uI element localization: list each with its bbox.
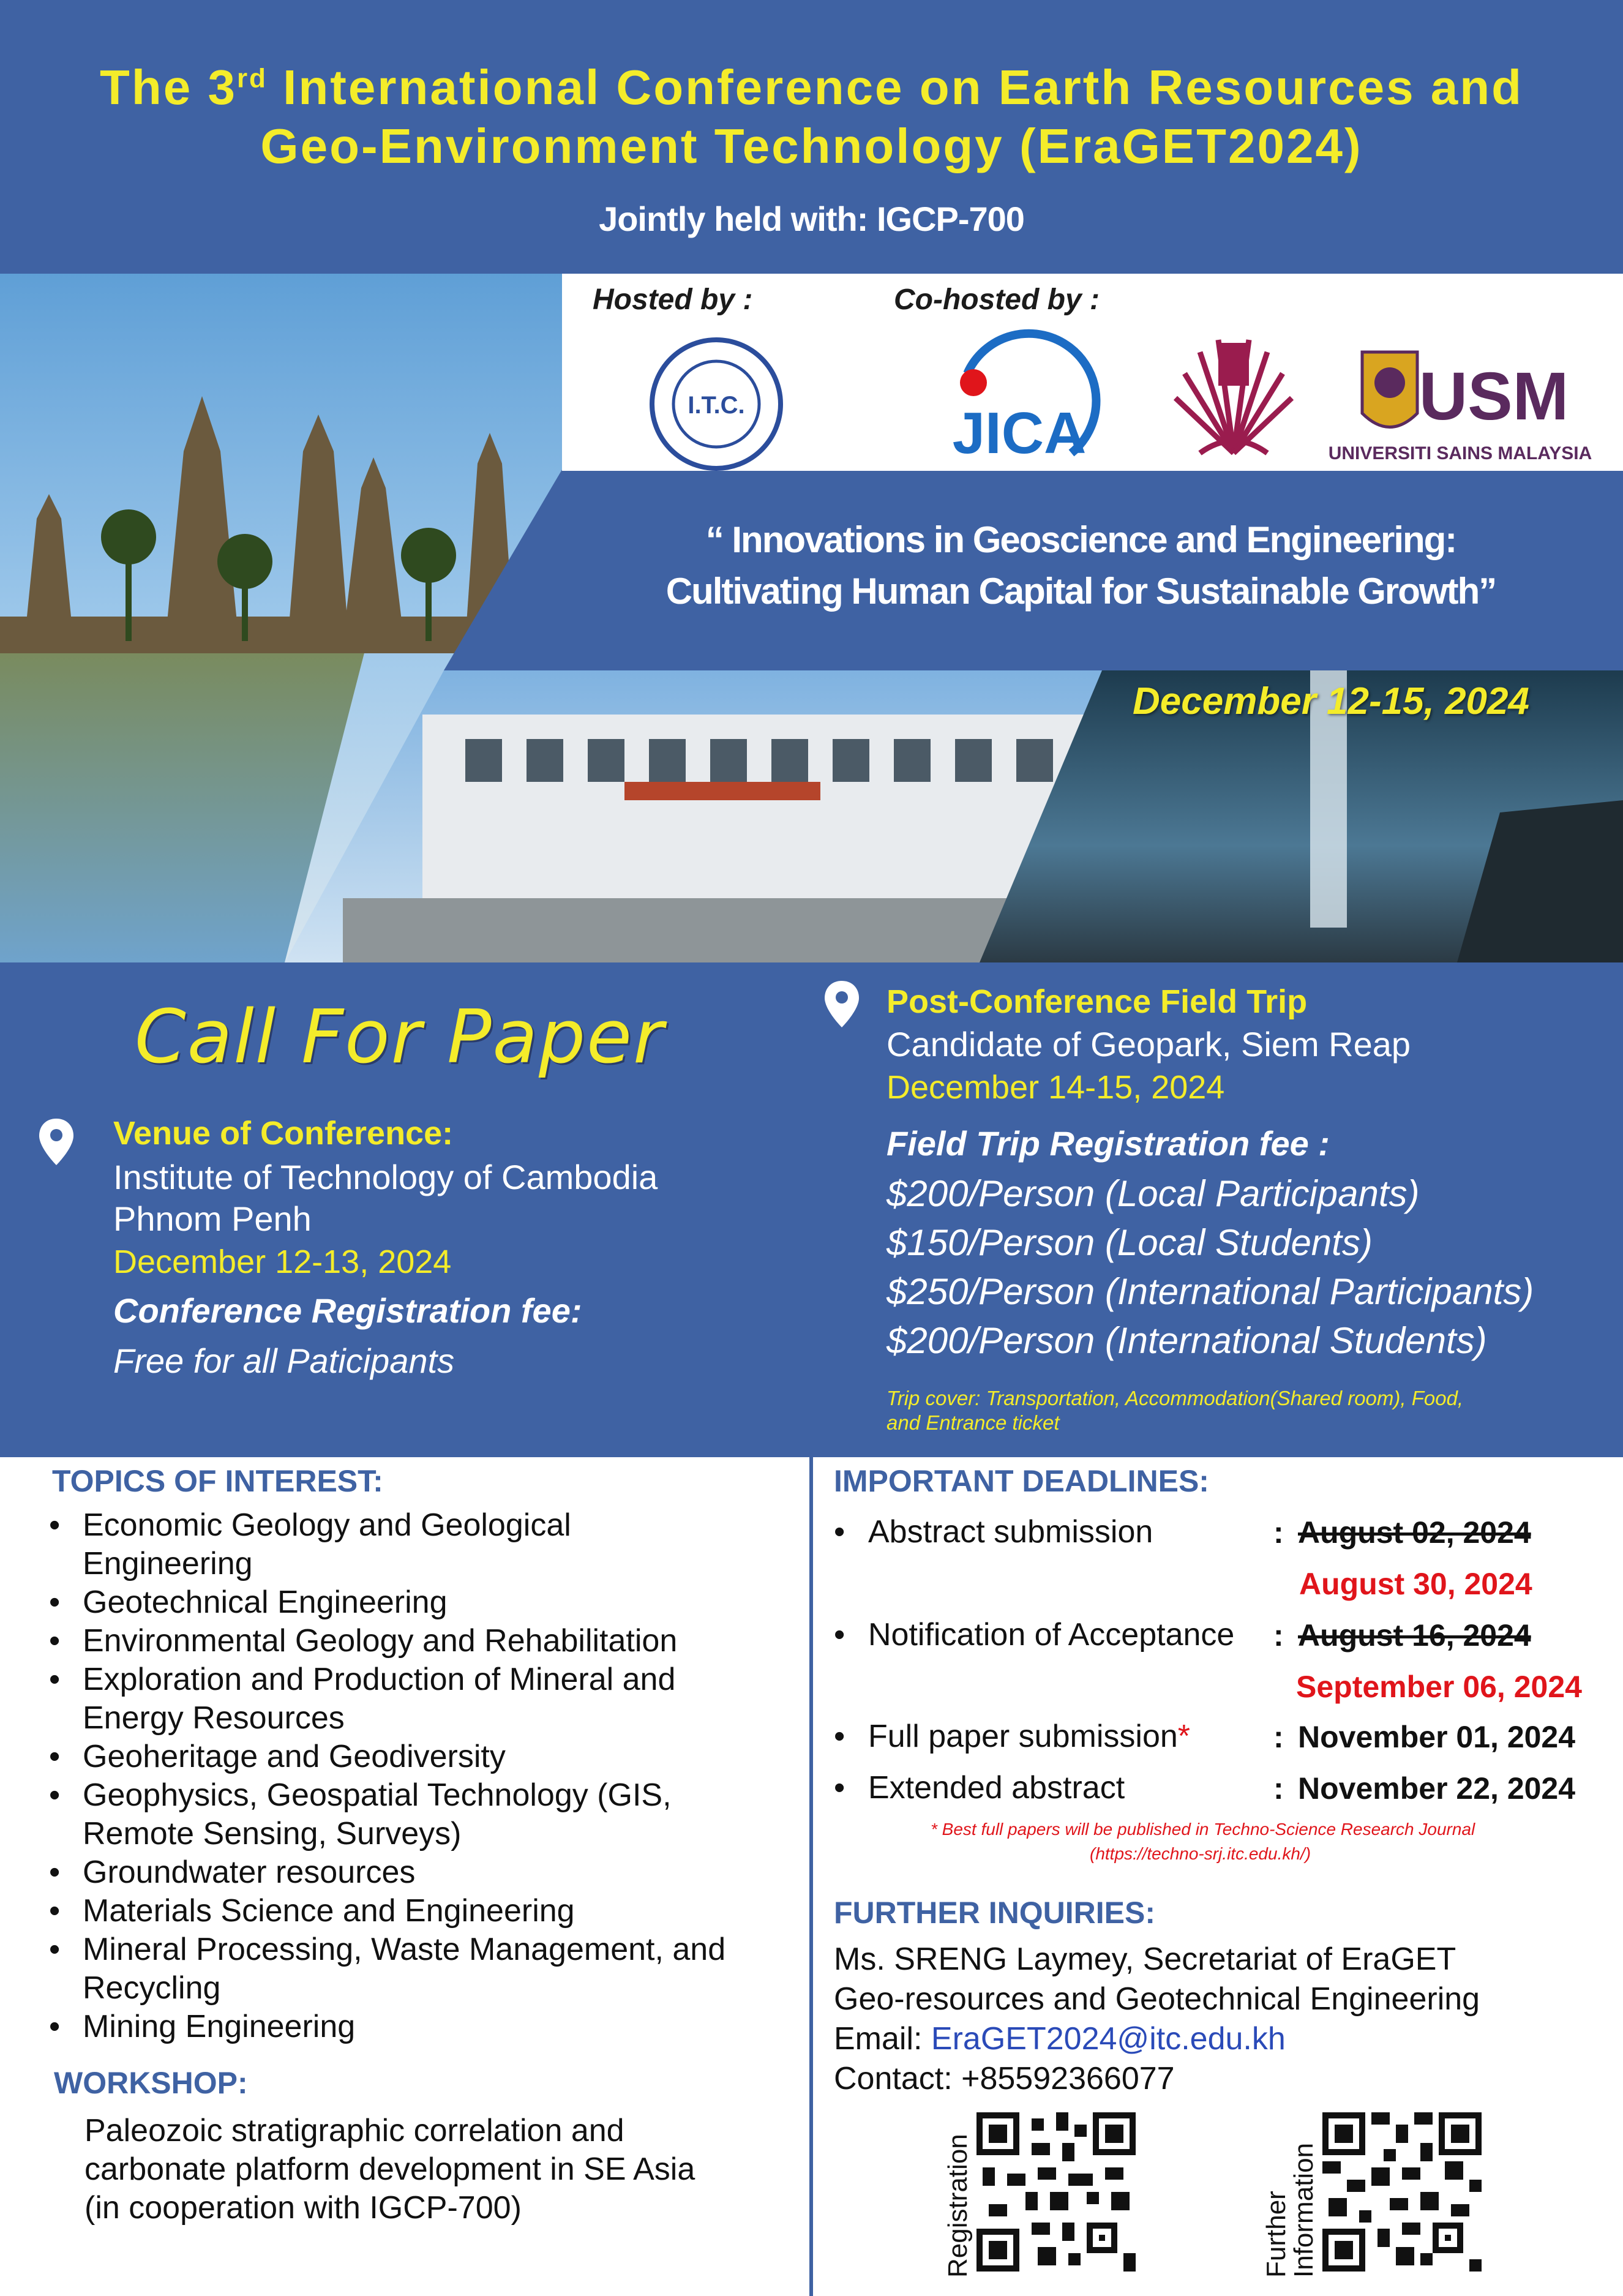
deadlines-heading: IMPORTANT DEADLINES: <box>834 1464 1209 1498</box>
workshop-line1: Paleozoic stratigraphic correlation and <box>84 2113 624 2148</box>
abstract-label: Abstract submission <box>868 1514 1153 1550</box>
usm-logo <box>1328 334 1592 468</box>
further-info-qr-label2: Information <box>1289 2142 1319 2278</box>
field-trip-fee: $250/Person (International Participants) <box>886 1271 1534 1312</box>
inquiries-contact: Contact: +85592366077 <box>834 2061 1175 2096</box>
list-item: • Geotechnical Engineering <box>49 1583 802 1622</box>
topics-heading: TOPICS OF INTEREST: <box>52 1464 383 1498</box>
inquiries-line2: Geo-resources and Geotechnical Engineering <box>834 1981 1480 2017</box>
deadline-bullet: • <box>834 1770 845 1806</box>
list-item: • Materials Science and Engineering <box>49 1892 802 1930</box>
notification-new-date: September 06, 2024 <box>1296 1670 1582 1704</box>
field-trip-fee-heading: Field Trip Registration fee : <box>886 1124 1330 1163</box>
workshop-heading: WORKSHOP: <box>54 2066 248 2100</box>
field-trip-fee: $150/Person (Local Students) <box>886 1222 1373 1263</box>
list-item: • Economic Geology and Geological Engineering <box>49 1506 802 1583</box>
conference-title <box>0 58 1623 176</box>
registration-qr-label: Registration <box>943 2134 973 2278</box>
list-item: • Mineral Processing, Waste Management, and Recycling <box>49 1930 802 2008</box>
building-sign <box>624 782 820 800</box>
call-for-paper: Call For Paper <box>135 995 665 1080</box>
itc-logo-text: I.T.C. <box>688 392 745 419</box>
title-prefix: The 3 <box>99 60 237 114</box>
inquiries-email: Email: EraGET2024@itc.edu.kh <box>834 2021 1286 2057</box>
topics-list <box>49 1506 802 2046</box>
field-trip-date: December 14-15, 2024 <box>886 1069 1225 1106</box>
building <box>422 715 1102 898</box>
trip-cover-line2: and Entrance ticket <box>886 1411 1060 1434</box>
usm-name: UNIVERSITI SAINS MALAYSIA <box>1328 443 1592 463</box>
university-crest-logo <box>1163 325 1304 471</box>
list-item: • Groundwater resources <box>49 1853 802 1892</box>
usm-logo-text: USM <box>1419 359 1569 434</box>
list-item: • Mining Engineering <box>49 2008 802 2046</box>
deadline-bullet: • <box>834 1719 845 1754</box>
venue-heading: Venue of Conference: <box>113 1115 454 1152</box>
title-line2: Geo-Environment Technology (EraGET2024) <box>260 119 1363 173</box>
deadline-colon: : <box>1273 1515 1284 1550</box>
theme-line1: “ Innovations in Geoscience and Engineering: <box>705 519 1456 560</box>
conference-theme <box>539 514 1623 617</box>
abstract-old-date: August 02, 2024 <box>1298 1515 1531 1550</box>
further-info-qr-label1: Further <box>1261 2191 1291 2278</box>
location-pin-icon <box>823 980 860 1029</box>
conference-fee-heading: Conference Registration fee: <box>113 1291 582 1330</box>
further-info-qr-code[interactable] <box>1322 2112 1482 2272</box>
field-trip-fee: $200/Person (International Students) <box>886 1320 1487 1361</box>
list-item: • Geoheritage and Geodiversity <box>49 1738 802 1776</box>
notification-old-date: August 16, 2024 <box>1298 1618 1531 1653</box>
deadline-colon: : <box>1273 1720 1284 1754</box>
jica-logo-text: JICA <box>952 400 1087 466</box>
fullpaper-label: Full paper submission* <box>868 1719 1191 1754</box>
workshop-line2: carbonate platform development in SE Asia <box>84 2152 695 2187</box>
list-item: • Exploration and Production of Mineral and Energy Resources <box>49 1660 802 1738</box>
list-item: • Geophysics, Geospatial Technology (GIS, Remote Sensing, Surveys) <box>49 1776 802 1853</box>
deadline-colon: : <box>1273 1618 1284 1653</box>
conference-dates: December 12-15, 2024 <box>1133 680 1530 722</box>
inquiries-line1: Ms. SRENG Laymey, Secretariat of EraGET <box>834 1941 1456 1977</box>
location-pin-icon <box>38 1117 75 1166</box>
itc-logo <box>646 334 787 475</box>
inquiries-heading: FURTHER INQUIRIES: <box>834 1896 1155 1930</box>
cohosted-by-label: Co-hosted by : <box>894 283 1100 316</box>
field-trip-fee: $200/Person (Local Participants) <box>886 1173 1420 1214</box>
deadline-note-line2: (https://techno-srj.itc.edu.kh/) <box>1090 1844 1311 1863</box>
extended-label: Extended abstract <box>868 1770 1125 1806</box>
hosted-by-label: Hosted by : <box>593 283 753 316</box>
venue-date: December 12-13, 2024 <box>113 1244 452 1280</box>
deadline-bullet: • <box>834 1514 845 1550</box>
title-sup: rd <box>236 63 268 94</box>
deadline-colon: : <box>1273 1771 1284 1806</box>
venue-line1: Institute of Technology of Cambodia <box>113 1158 658 1196</box>
field-trip-heading: Post-Conference Field Trip <box>886 983 1308 1020</box>
trip-cover-line1: Trip cover: Transportation, Accommodation(Shared room), Food, <box>886 1387 1464 1409</box>
deadline-note-line1: * Best full papers will be published in Techno-Science Research Journal <box>931 1820 1475 1839</box>
jica-logo <box>931 331 1114 471</box>
fullpaper-date: November 01, 2024 <box>1298 1720 1576 1754</box>
theme-line2: Cultivating Human Capital for Sustainable Growth” <box>665 571 1496 612</box>
conference-fee-value: Free for all Paticipants <box>113 1341 455 1380</box>
title-line1: International Conference on Earth Resources and <box>267 60 1524 114</box>
list-item: • Environmental Geology and Rehabilitation <box>49 1622 802 1660</box>
deadline-bullet: • <box>834 1617 845 1653</box>
registration-qr-code[interactable] <box>976 2112 1136 2272</box>
venue-line2: Phnom Penh <box>113 1199 312 1238</box>
email-link[interactable]: EraGET2024@itc.edu.kh <box>931 2021 1286 2057</box>
abstract-new-date: August 30, 2024 <box>1299 1567 1532 1601</box>
extended-date: November 22, 2024 <box>1298 1771 1576 1806</box>
notification-label: Notification of Acceptance <box>868 1617 1235 1653</box>
field-trip-location: Candidate of Geopark, Siem Reap <box>886 1025 1411 1064</box>
workshop-line3: (in cooperation with IGCP-700) <box>84 2190 522 2226</box>
column-separator <box>809 1457 813 2296</box>
jointly-held: Jointly held with: IGCP-700 <box>599 200 1024 238</box>
